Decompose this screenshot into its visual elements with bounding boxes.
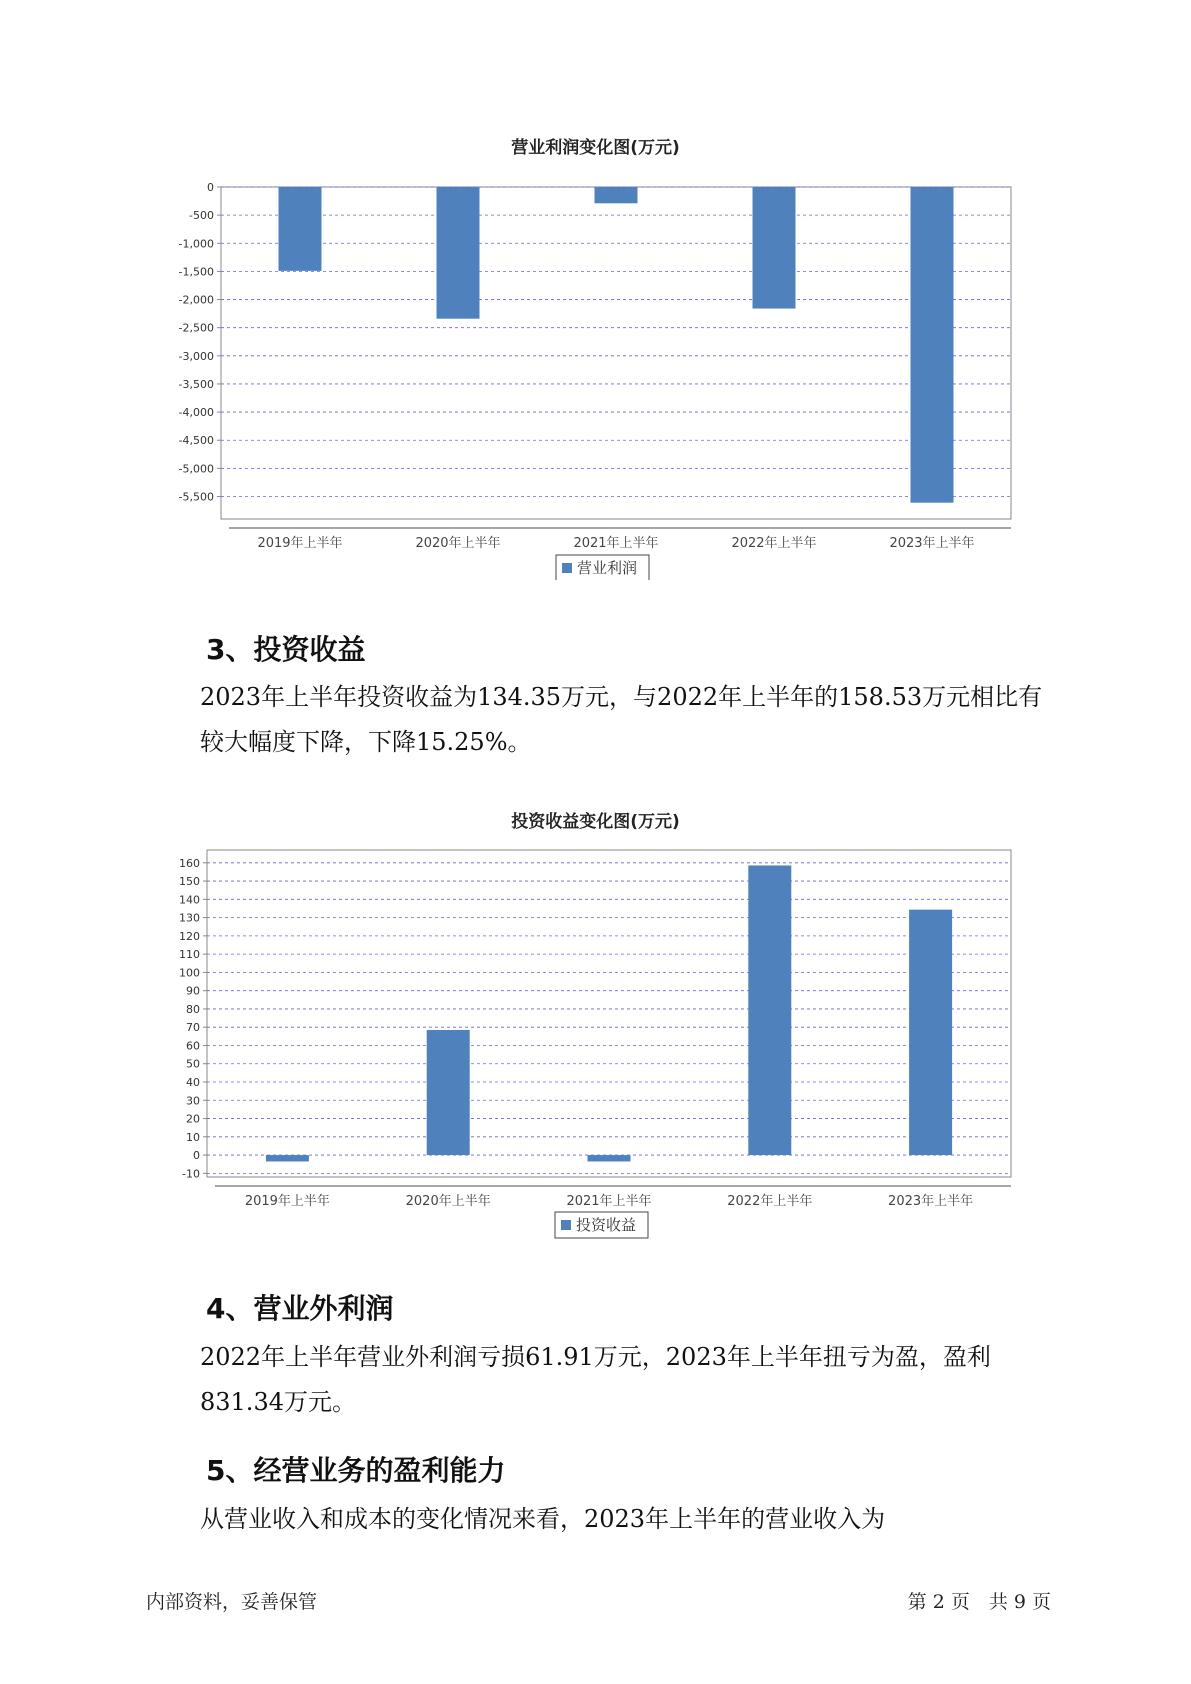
bar bbox=[909, 910, 952, 1155]
y-tick-label: -3,500 bbox=[178, 377, 214, 391]
plot-area bbox=[221, 187, 1011, 519]
section3-heading: 3、投资收益 bbox=[206, 633, 366, 666]
y-tick-label: 60 bbox=[186, 1039, 200, 1053]
y-tick-label: 50 bbox=[186, 1057, 200, 1071]
y-tick-label: -4,000 bbox=[178, 406, 214, 420]
y-tick-label: 40 bbox=[186, 1076, 200, 1090]
x-tick-label: 2020年上半年 bbox=[415, 536, 501, 551]
legend-label: 营业利润 bbox=[577, 559, 638, 577]
x-tick-label: 2019年上半年 bbox=[257, 536, 343, 551]
y-tick-label: 110 bbox=[179, 948, 200, 962]
y-tick-label: 140 bbox=[179, 893, 200, 907]
y-tick-label: 150 bbox=[179, 875, 200, 889]
section4-text: 2022年上半年营业外利润亏损61.91万元，2023年上半年扭亏为盈，盈利831.34万元。 bbox=[200, 1343, 991, 1416]
y-tick-label: 70 bbox=[186, 1021, 200, 1035]
x-tick-label: 2022年上半年 bbox=[727, 1194, 813, 1209]
legend-label: 投资收益 bbox=[576, 1216, 637, 1234]
y-tick-label: 0 bbox=[207, 181, 214, 194]
investment-income-chart bbox=[0, 835, 1191, 1255]
section5-text: 从营业收入和成本的变化情况来看，2023年上半年的营业收入为 bbox=[200, 1505, 886, 1533]
y-tick-label: 0 bbox=[193, 1149, 200, 1163]
section5-paragraph bbox=[146, 1497, 1056, 1542]
chart2-title: 投资收益变化图(万元) bbox=[511, 812, 680, 832]
y-tick-label: 100 bbox=[179, 966, 200, 980]
legend bbox=[555, 1212, 648, 1238]
legend-swatch bbox=[561, 1220, 571, 1230]
y-tick-label: 80 bbox=[186, 1002, 200, 1016]
y-tick-label: -5,000 bbox=[178, 462, 214, 476]
y-tick-label: -1,000 bbox=[178, 237, 214, 251]
bar bbox=[588, 1155, 631, 1161]
footer-left: 内部资料，妥善保管 bbox=[146, 1591, 318, 1613]
y-tick-label: 120 bbox=[179, 929, 200, 943]
y-tick-label: -2,000 bbox=[178, 293, 214, 307]
section3-text: 2023年上半年投资收益为134.35万元，与2022年上半年的158.53万元相比有较大幅度下降，下降15.25%。 bbox=[200, 683, 1043, 756]
bar bbox=[911, 187, 954, 503]
y-tick-label: -5,500 bbox=[178, 490, 214, 504]
y-tick-label: -500 bbox=[189, 209, 214, 223]
x-tick-label: 2020年上半年 bbox=[405, 1194, 491, 1209]
operating-profit-chart bbox=[0, 160, 1191, 580]
x-tick-label: 2019年上半年 bbox=[244, 1194, 330, 1209]
x-tick-label: 2023年上半年 bbox=[889, 536, 975, 551]
y-tick-label: -2,500 bbox=[178, 321, 214, 335]
bar bbox=[266, 1155, 309, 1161]
section4-heading: 4、营业外利润 bbox=[206, 1292, 394, 1325]
y-tick-label: -4,500 bbox=[178, 434, 214, 448]
bar bbox=[427, 1030, 470, 1155]
x-tick-label: 2023年上半年 bbox=[888, 1194, 974, 1209]
section4-paragraph bbox=[146, 1335, 1056, 1425]
section3-paragraph bbox=[146, 675, 1056, 765]
y-tick-label: 160 bbox=[179, 856, 200, 870]
y-tick-label: 10 bbox=[186, 1130, 200, 1144]
x-tick-label: 2021年上半年 bbox=[573, 536, 659, 551]
bar bbox=[753, 187, 796, 309]
y-tick-label: -10 bbox=[182, 1167, 200, 1181]
y-tick-label: 130 bbox=[179, 911, 200, 925]
legend-swatch bbox=[562, 563, 572, 573]
bar bbox=[748, 865, 791, 1155]
y-tick-label: -3,000 bbox=[178, 349, 214, 363]
section5-heading: 5、经营业务的盈利能力 bbox=[206, 1454, 506, 1487]
y-tick-label: 90 bbox=[186, 984, 200, 998]
x-tick-label: 2022年上半年 bbox=[731, 536, 817, 551]
x-tick-label: 2021年上半年 bbox=[566, 1194, 652, 1209]
legend bbox=[556, 555, 649, 580]
bar bbox=[437, 187, 480, 319]
y-tick-label: -1,500 bbox=[178, 265, 214, 279]
footer-page-number: 第 2 页 共 9 页 bbox=[907, 1591, 1051, 1613]
chart1-title: 营业利润变化图(万元) bbox=[511, 138, 680, 158]
bar bbox=[279, 187, 322, 271]
bar bbox=[595, 187, 638, 203]
y-tick-label: 20 bbox=[186, 1112, 200, 1126]
y-tick-label: 30 bbox=[186, 1094, 200, 1108]
